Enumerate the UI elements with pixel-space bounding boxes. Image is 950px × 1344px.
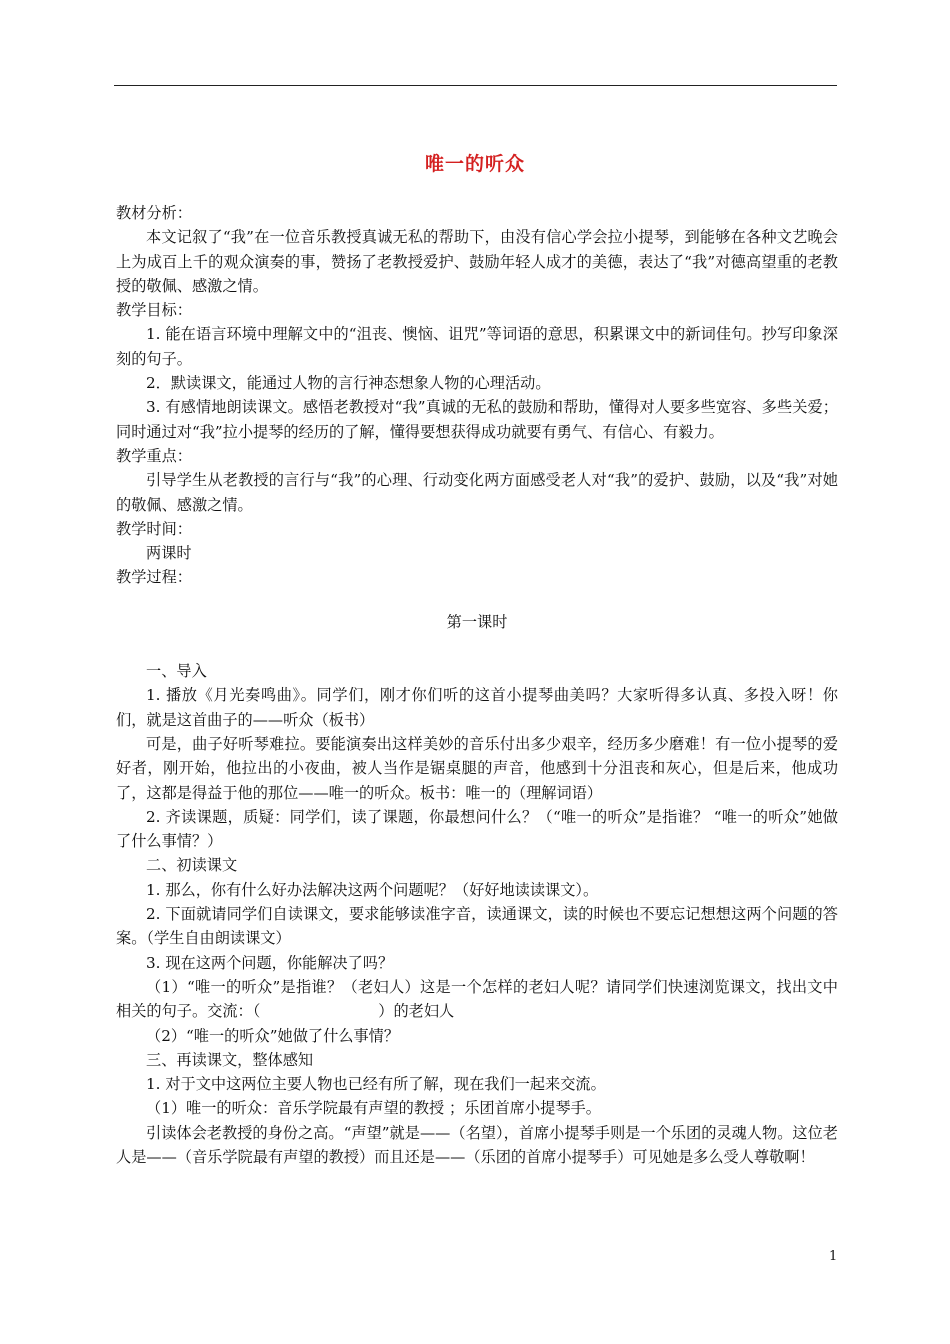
part1-heading: 一、导入: [146, 662, 207, 681]
paragraph: 引读体会老教授的身份之高。“声望”就是——（名望），首席小提琴手则是一个乐团的灵魂人物。这位老人是——（音乐学院最有声望的教授）而且还是——（乐团的首席小提琴手）可见她是多么受人尊敬啊！: [116, 1123, 838, 1166]
paragraph: 可是，曲子好听琴难拉。要能演奏出这样美妙的音乐付出多少艰辛，经历多少磨难！有一位小提琴的爱好者，刚开始，他拉出的小夜曲，被人当作是锯桌腿的声音，他感到十分沮丧和灰心，但是后来，他成功了，这都是得益于他的那位——唯一的听众。板书：唯一的（理解词语）: [116, 734, 838, 802]
paragraph: 2. 下面就请同学们自读课文，要求能够读准字音，读通课文，读的时候也不要忘记想想这两个问题的答案。（学生自由朗读课文）: [116, 905, 838, 948]
goal-2: 2．默读课文，能通过人物的言行神态想象人物的心理活动。: [146, 374, 551, 393]
page-title: 唯一的听众: [424, 153, 525, 175]
goal-3: 3. 有感情地朗读课文。感悟老教授对“我”真诚的无私的鼓励和帮助，懂得对人要多些宽容、多些关爱；同时通过对“我”拉小提琴的经历的了解，懂得要想获得成功就要有勇气、有信心、有毅力。: [116, 398, 838, 441]
lesson-heading: 第一课时: [446, 612, 508, 631]
paragraph: [116, 975, 838, 1024]
paragraph: （1）唯一的听众：音乐学院最有声望的教授 ；乐团首席小提琴手。: [146, 1099, 601, 1118]
process-heading: 教学过程：: [116, 568, 192, 587]
paragraph: 1. 那么，你有什么好办法解决这两个问题呢？（好好地读读课文）。: [146, 880, 599, 899]
header-rule: [114, 85, 837, 86]
paragraph: 2. 齐读课题，质疑：同学们，读了课题，你最想问什么？（“唯一的听众”是指谁？ “唯一的听众”她做了什么事情？）: [116, 807, 838, 851]
focus-text: 引导学生从老教授的言行与“我”的心理、行动变化两方面感受老人对“我”的爱护、鼓励，以及“我”对她的敬佩、感激之情。: [116, 471, 838, 514]
paragraph: （2）“唯一的听众”她做了什么事情？: [146, 1026, 400, 1045]
paragraph: 1. 播放《月光奏鸣曲》。同学们，刚才你们听的这首小提琴曲美吗？大家听得多认真、多投入呀！你们，就是这首曲子的——听众（板书）: [116, 686, 838, 729]
goals-heading: 教学目标：: [116, 301, 192, 320]
document-body: [116, 201, 838, 1169]
paragraph-part: ）的老妇人: [378, 1002, 455, 1021]
analysis-text: 本文记叙了“我”在一位音乐教授真诚无私的帮助下，由没有信心学会拉小提琴，到能够在各种文艺晚会上为成百上千的观众演奏的事，赞扬了老教授爱护、鼓励年轻人成才的美德，表达了“我”对德高望重的老教授的敬佩、感激之情。: [116, 228, 838, 295]
paragraph: 1. 对于文中这两位主要人物也已经有所了解，现在我们一起来交流。: [146, 1075, 606, 1094]
analysis-heading: 教材分析：: [116, 204, 192, 222]
paragraph-part: （1）“唯一的听众”是指谁？（老妇人）这是一个怎样的老妇人呢？请同学们快速浏览课文，找出文中相关的句子。交流：（: [116, 977, 838, 1021]
time-text: 两课时: [146, 544, 192, 563]
time-heading: 教学时间：: [116, 519, 192, 538]
page-number: 1: [829, 1249, 838, 1264]
focus-heading: 教学重点：: [116, 446, 192, 465]
goal-1: 1. 能在语言环境中理解文中的“沮丧、懊恼、诅咒”等词语的意思，积累课文中的新词佳句。抄写印象深刻的句子。: [116, 325, 838, 368]
part3-heading: 三、再读课文，整体感知: [146, 1050, 314, 1069]
part2-heading: 二、初读课文: [146, 856, 238, 875]
paragraph: 3. 现在这两个问题，你能解决了吗？: [146, 953, 394, 972]
